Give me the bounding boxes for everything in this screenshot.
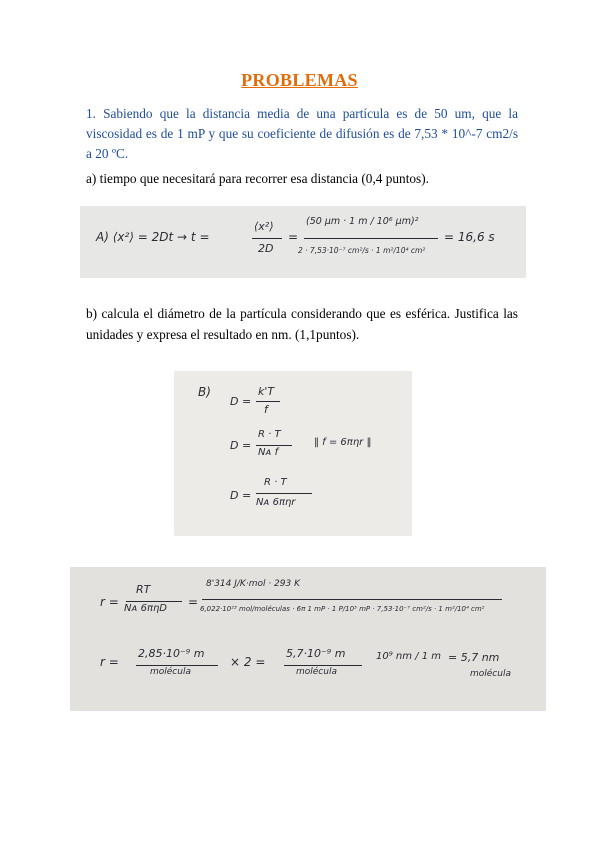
hw-c-big-den: 6,022·10²³ mol/moléculas · 6π 1 mP · 1 P/10³ mP · 7,53·10⁻⁷ cm²/s · 1 m²/10⁴ cm² (200, 605, 485, 613)
handwritten-photo-b (174, 371, 412, 536)
hw-b-l2-lhs: D = (230, 439, 252, 452)
hw-c-times2: × 2 = (230, 655, 266, 669)
hw-b-l1-num: k'T (258, 385, 275, 398)
hw-b-l3-num: R · T (264, 477, 287, 488)
question-a: a) tiempo que necesitará para recorrer esa distancia (0,4 puntos). (86, 171, 429, 186)
hw-b-l2-den: Nᴀ f (258, 447, 279, 458)
hw-b-l1-lhs: D = (230, 395, 252, 408)
hw-c-r-lhs: r = (100, 595, 119, 609)
hw-a-fracline-2 (304, 238, 438, 239)
hw-c-fracline-1 (126, 601, 182, 602)
hw-a-fracline-1 (252, 238, 282, 239)
hw-c-fracline-4 (284, 665, 362, 666)
hw-a-num2: (50 µm · 1 m / 10⁶ µm)² (306, 216, 419, 227)
hw-a-result: = 16,6 s (444, 230, 495, 244)
hw-c-row2-unit: molécula (150, 667, 191, 677)
problem-statement: 1. Sabiendo que la distancia media de una partícula es de 50 um, que la viscosidad es de 1 mP y que su coeficiente de difusión es de 7,53 * 10^-7 cm2/s a 20 ºC. (86, 106, 518, 161)
handwritten-photo-c (70, 567, 546, 711)
hw-c-row2-lhs: r = (100, 655, 119, 669)
hw-c-conv: 10⁹ nm / 1 m (376, 651, 441, 662)
hw-b-l3-den: Nᴀ 6πηr (256, 497, 296, 508)
hw-c-r-den: Nᴀ 6πηD (124, 603, 167, 614)
hw-a-den2: 2 · 7,53·10⁻⁷ cm²/s · 1 m²/10⁴ cm² (298, 246, 426, 255)
hw-b-fracline-3 (256, 493, 312, 494)
hw-b-fracline-1 (256, 401, 280, 402)
handwritten-photo-a (80, 206, 526, 278)
hw-a-equals: = (288, 230, 299, 244)
hw-c-row2-val: 2,85·10⁻⁹ m (138, 647, 205, 660)
hw-a-eq1: A) ⟨x²⟩ = 2Dt → t = (96, 230, 210, 244)
hw-b-l1-den: f (264, 403, 268, 416)
question-b: b) calcula el diámetro de la partícula considerando que es esférica. Justifica las unidades y expresa el resultado en nm. (1,1puntos). (86, 306, 518, 342)
hw-c-final-unit: molécula (470, 669, 511, 679)
hw-c-fracline-2 (202, 599, 502, 600)
hw-c-fracline-3 (136, 665, 218, 666)
hw-a-num1: ⟨x²⟩ (254, 220, 274, 233)
hw-a-den1: 2D (258, 242, 274, 255)
hw-b-label: B) (198, 385, 211, 399)
hw-c-d-val: 5,7·10⁻⁹ m (286, 647, 346, 660)
hw-b-l2-num: R · T (258, 429, 281, 440)
hw-c-final: = 5,7 nm (448, 651, 500, 664)
page-title: PROBLEMAS (241, 70, 358, 90)
hw-c-big-num: 8'314 J/K·mol · 293 K (206, 579, 300, 589)
hw-c-eq: = (188, 595, 199, 609)
hw-c-r-num: RT (136, 583, 151, 596)
hw-b-l3-lhs: D = (230, 489, 252, 502)
hw-b-l2-note: ‖ f = 6πηr ‖ (314, 437, 372, 448)
hw-b-fracline-2 (256, 445, 292, 446)
hw-c-d-unit: molécula (296, 667, 337, 677)
